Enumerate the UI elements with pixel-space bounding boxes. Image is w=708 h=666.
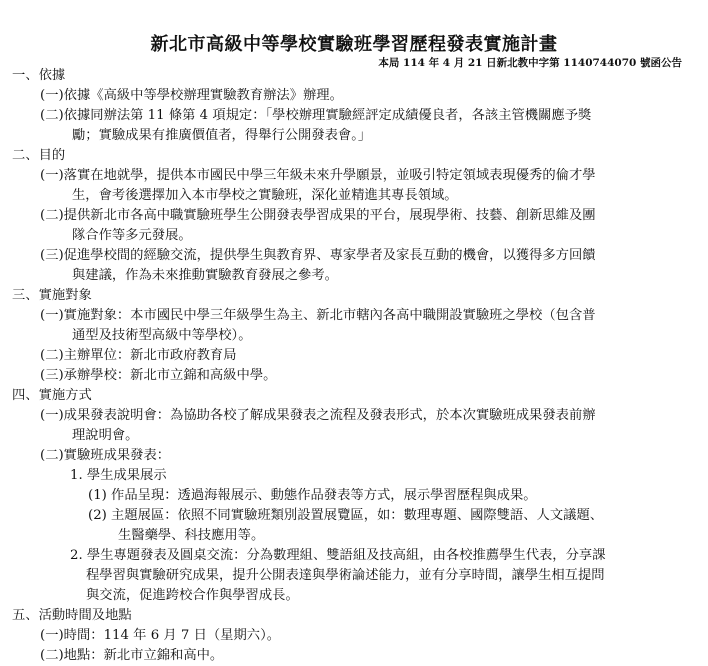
document-line: 與交流，促進跨校合作與學習成長。 [86,588,299,603]
document-line: 與建議，作為未來推動實驗教育發展之參考。 [72,268,338,283]
document-line: (一)實施對象：本市國民中學三年級學生為主、新北市轄內各高中職開設實驗班之學校（包含普 [40,308,596,323]
document-title: 新北市高級中等學校實驗班學習歷程發表實施計畫 [150,34,558,55]
document-line: (三)促進學校間的經驗交流，提供學生與教育界、專家學者及家長互動的機會，以獲得多方回饋 [40,248,596,263]
document-line: (一)依據《高級中等學校辦理實驗教育辦法》辦理。 [40,88,343,103]
document-line: 理說明會。 [72,428,139,443]
document-line: 四、實施方式 [12,388,92,403]
document-line: (二)地點：新北市立錦和高中。 [40,648,224,663]
document-line: 1. 學生成果展示 [70,468,167,483]
document-line: 生醫藥學、科技應用等。 [118,528,265,543]
document-line: 五、活動時間及地點 [12,608,132,623]
document-line: 隊合作等多元發展。 [72,228,192,243]
document-line: (一)時間：114 年 6 月 7 日（星期六）。 [40,628,281,643]
document-line: (一)落實在地就學，提供本市國民中學三年級未來升學願景，並吸引特定領域表現優秀的倫才學 [40,168,596,183]
document-line: 生，會考後選擇加入本市學校之實驗班，深化並精進其專長領域。 [72,188,458,203]
document-line: 勵；實驗成果有推廣價值者，得舉行公開發表會。」 [72,128,372,143]
document-line: (二)實驗班成果發表： [40,448,171,463]
document-line: (二)依據同辦法第 11 條第 4 項規定：「學校辦理實驗經評定成績優良者，各該主管機關應予獎 [40,108,592,123]
document-line: (二)提供新北市各高中職實驗班學生公開發表學習成果的平台，展現學術、技藝、創新思維及團 [40,208,596,223]
document-line: (三)承辦學校：新北市立錦和高級中學。 [40,368,277,383]
document-line: 通型及技術型高級中等學校）。 [72,328,252,343]
document-line: (1) 作品呈現：透過海報展示、動態作品發表等方式，展示學習歷程與成果。 [88,488,537,503]
document-line: 二、目的 [12,148,66,163]
document-line: (2) 主題展區：依照不同實驗班類別設置展覽區，如：數理專題、國際雙語、人文議題、 [88,508,604,523]
document-reference: 本局 114 年 4 月 21 日新北教中字第 1140744070 號函公告 [378,57,682,69]
document-line: (二)主辦單位：新北市政府教育局 [40,348,237,363]
document-line: 2. 學生專題發表及圓桌交流：分為數理組、雙語組及技高組，由各校推薦學生代表，分享課 [70,548,606,563]
document-line: 一、依據 [12,68,66,83]
document-line: 程學習與實驗研究成果，提升公開表達與學術論述能力，並有分享時間，讓學生相互提問 [86,568,605,583]
document-line: 三、實施對象 [12,288,92,303]
document-line: (一)成果發表說明會：為協助各校了解成果發表之流程及發表形式，於本次實驗班成果發表前辦 [40,408,596,423]
